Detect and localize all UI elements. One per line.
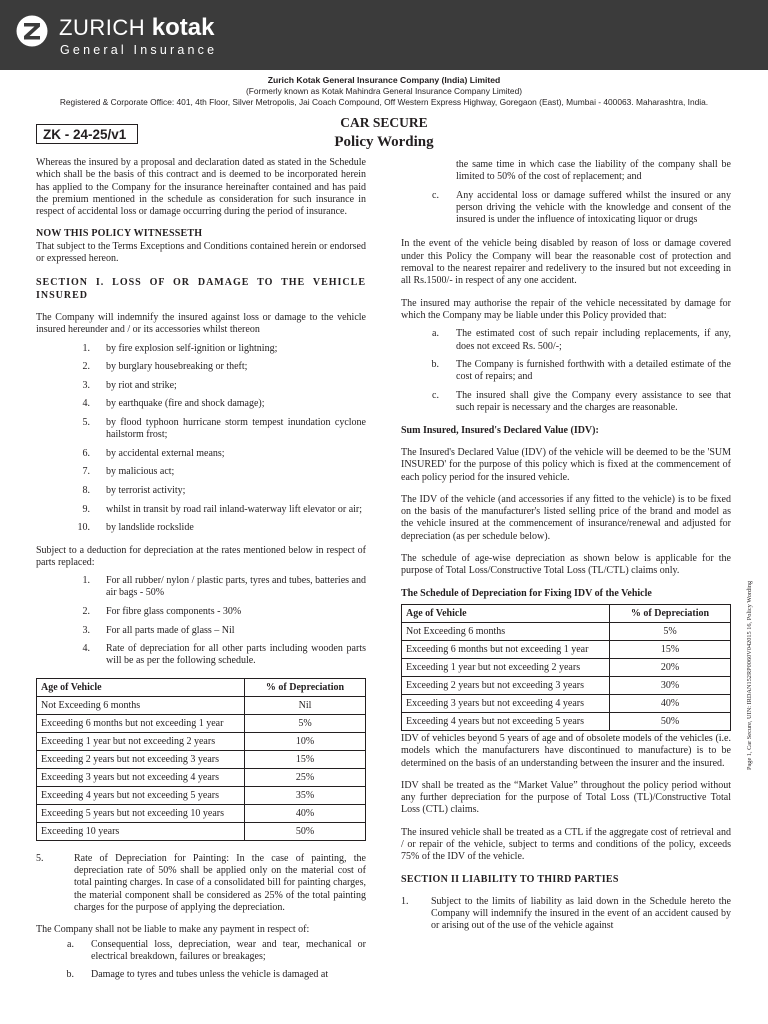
list-item — [401, 359, 731, 384]
table-cell-pct: 15% — [610, 640, 731, 658]
list-number: 5. — [36, 852, 44, 864]
right-column — [401, 159, 731, 933]
list-number: 1. — [82, 342, 90, 354]
table-cell-pct: 5% — [610, 622, 731, 640]
table-header-age: Age of Vehicle — [402, 604, 610, 622]
repair-intro: The insured may authorise the repair of the vehicle necessitated by damage for which the Company may be liable under this Policy provided that: — [401, 297, 731, 321]
table-cell-age: Exceeding 5 years but not exceeding 10 years — [37, 804, 245, 822]
list-number: a. — [432, 328, 439, 340]
table-cell-pct: 5% — [245, 714, 366, 732]
exclusion-b-continued: the same time in which case the liability of the company shall be limited to 50% of the cost of replacement; and — [456, 159, 731, 183]
company-formerly: (Formerly known as Kotak Mahindra General Insurance Company Limited) — [245, 86, 523, 96]
table-cell-age: Exceeding 4 years but not exceeding 5 years — [402, 712, 610, 730]
list-item — [36, 485, 366, 497]
brand-subtitle: General Insurance — [60, 43, 218, 57]
table-cell-age: Not Exceeding 6 months — [37, 696, 245, 714]
table-row — [37, 732, 366, 750]
idv-paragraph-2: The IDV of the vehicle (and accessories if any fitted to the vehicle) is to be fixed on the basis of the manufacturer's listed selling price of the brand and model as the vehicle insured at the commencement of insurance/renewal and adjusted for depreciation (as per schedule below). — [401, 493, 731, 542]
list-item — [36, 939, 366, 964]
list-item — [36, 575, 366, 600]
section1-heading: SECTION I. LOSS OF OR DAMAGE TO THE VEHICLE INSURED — [36, 277, 366, 301]
table-cell-pct: 20% — [610, 658, 731, 676]
repair-conditions-list — [401, 328, 731, 414]
company-address: Registered & Corporate Office: 401, 4th Floor, Silver Metropolis, Jai Coach Compound, Off Western Express Highway, Goregaon (East), Mumbai - 400063. Maharashtra, India. — [59, 97, 709, 107]
table-cell-pct: 25% — [245, 768, 366, 786]
idv-paragraph-4: IDV of vehicles beyond 5 years of age and of obsolete models of the vehicles (i.e. models which the manufacturers have discontinued to manufacture) is to be determined on the basis of an understanding between the insurer and the insured. — [401, 732, 731, 769]
list-text: by fire explosion self-ignition or lightning; — [106, 342, 278, 354]
section2-heading: SECTION II LIABILITY TO THIRD PARTIES — [401, 873, 619, 885]
table-cell-pct: 50% — [245, 822, 366, 840]
list-text: by flood typhoon hurricane storm tempest inundation cyclone hailstorm frost; — [106, 416, 366, 441]
company-name: Zurich Kotak General Insurance Company (India) Limited — [267, 75, 501, 85]
deduction-intro: Subject to a deduction for depreciation at the rates mentioned below in respect of parts replaced: — [36, 544, 366, 568]
table-cell-pct: 30% — [610, 676, 731, 694]
document-subtitle: Policy Wording — [334, 134, 434, 150]
list-item — [401, 328, 731, 353]
table-cell-pct: 40% — [610, 694, 731, 712]
idv-paragraph-3: The schedule of age-wise depreciation as shown below is applicable for the purpose of Total Loss/Constructive Total Loss (TL/CTL) claims only. — [401, 553, 731, 577]
list-text: Any accidental loss or damage suffered whilst the insured or any person driving the vehicle with the knowledge and consent of the insured is under the influence of intoxicating liquor or drugs — [456, 189, 731, 226]
document-title: CAR SECURE — [340, 115, 428, 130]
idv-depreciation-table — [401, 604, 731, 731]
exclusion-c-list — [401, 190, 731, 227]
page-header — [0, 0, 768, 70]
idv-heading: Sum Insured, Insured's Declared Value (IDV): — [401, 424, 599, 436]
table-row — [402, 658, 731, 676]
painting-depreciation-item — [36, 853, 366, 914]
table-cell-age: Not Exceeding 6 months — [402, 622, 610, 640]
list-item — [36, 466, 366, 478]
list-number: 3. — [82, 624, 90, 636]
table-header-row — [402, 604, 731, 622]
table-cell-age: Exceeding 3 years but not exceeding 4 years — [402, 694, 610, 712]
list-number: 4. — [82, 643, 90, 655]
list-item — [36, 606, 366, 618]
table-header-pct: % of Depreciation — [610, 604, 731, 622]
list-number: b. — [431, 359, 439, 371]
table-row — [37, 822, 366, 840]
perils-list — [36, 343, 366, 535]
table-header-pct: % of Depreciation — [245, 678, 366, 696]
deductions-list — [36, 575, 366, 668]
list-text: Rate of depreciation for all other parts including wooden parts will be as per the following schedule. — [106, 643, 366, 667]
list-item — [36, 504, 366, 516]
list-item — [36, 398, 366, 410]
list-number: 8. — [82, 485, 90, 497]
table-header-row — [37, 678, 366, 696]
list-number: 9. — [82, 503, 90, 515]
table-cell-age: Exceeding 1 year but not exceeding 2 years — [402, 658, 610, 676]
table-row — [37, 786, 366, 804]
list-item — [401, 190, 731, 227]
table-cell-pct: Nil — [245, 696, 366, 714]
list-text: The estimated cost of such repair including replacements, if any, does not exceed Rs. 500/-; — [456, 328, 731, 352]
table-cell-age: Exceeding 6 months but not exceeding 1 year — [37, 714, 245, 732]
table-row — [402, 712, 731, 730]
table-cell-age: Exceeding 10 years — [37, 822, 245, 840]
disabled-vehicle-paragraph: In the event of the vehicle being disabled by reason of loss or damage covered under this Policy the Company will bear the reasonable cost of protection and removal to the nearest repairer and redelivery to the insured but not exceeding in all Rs.1500/- in respect of any one accident. — [401, 238, 731, 287]
list-item — [401, 390, 731, 415]
list-text: For fibre glass components - 30% — [106, 605, 242, 617]
brand-zurich: ZURICH — [59, 15, 146, 40]
list-number: 2. — [82, 605, 90, 617]
table-cell-age: Exceeding 2 years but not exceeding 3 years — [402, 676, 610, 694]
list-text: by terrorist activity; — [106, 485, 186, 497]
left-column — [36, 157, 366, 992]
table-row — [37, 768, 366, 786]
table-cell-pct: 10% — [245, 732, 366, 750]
list-item — [36, 643, 366, 668]
list-number: 3. — [82, 379, 90, 391]
list-text: by accidental external means; — [106, 447, 225, 459]
table-row — [37, 696, 366, 714]
list-number: c. — [432, 390, 439, 402]
list-text: by burglary housebreaking or theft; — [106, 361, 248, 373]
list-item — [36, 417, 366, 442]
list-number: a. — [67, 938, 74, 950]
list-number: 10. — [77, 522, 90, 534]
list-item — [36, 448, 366, 460]
table-row — [402, 694, 731, 712]
idv-paragraph-5: IDV shall be treated as the “Market Value” throughout the policy period without any further depreciation for the purpose of Total Loss (TL)/Constructive Total Loss (CTL) claims. — [401, 779, 731, 816]
list-text: For all rubber/ nylon / plastic parts, tyres and tubes, batteries and air bags - 50% — [106, 575, 366, 599]
list-item — [36, 343, 366, 355]
brand-kotak: kotak — [151, 14, 215, 41]
document-code: ZK - 24-25/v1 — [36, 124, 138, 144]
list-number: b. — [66, 969, 74, 981]
table-cell-pct: 40% — [245, 804, 366, 822]
table-cell-pct: 35% — [245, 786, 366, 804]
list-item — [36, 522, 366, 534]
table-cell-pct: 50% — [610, 712, 731, 730]
table-cell-pct: 15% — [245, 750, 366, 768]
list-text: Rate of Depreciation for Painting: In the case of painting, the depreciation rate of 50% shall be applied only on the material cost of total painting charges. In case of a consolidated bill for painting charges, the material component shall be considered as 25% of the total painting charges for the purpose of applying the depreciation. — [74, 852, 366, 913]
table-row — [37, 750, 366, 768]
not-liable-intro: The Company shall not be liable to make any payment in respect of: — [36, 924, 310, 936]
idv-paragraph-1: The Insured's Declared Value (IDV) of the vehicle will be deemed to be the 'SUM INSURED' for the purpose of this policy which is fixed at the commencement of each policy period for the insured vehicle. — [401, 446, 731, 483]
list-text: by landslide rockslide — [106, 522, 194, 534]
list-text: Damage to tyres and tubes unless the vehicle is damaged at — [91, 969, 329, 981]
list-text: by earthquake (fire and shock damage); — [106, 398, 265, 410]
table-row — [402, 676, 731, 694]
list-number: 1. — [82, 575, 90, 587]
idv-paragraph-6: The insured vehicle shall be treated as a CTL if the aggregate cost of retrieval and / or repair of the vehicle, subject to terms and conditions of the policy, exceeds 75% of the IDV of the vehicle. — [401, 826, 731, 863]
list-text: by riot and strike; — [106, 379, 177, 391]
table-row — [402, 622, 731, 640]
schedule-heading: The Schedule of Depreciation for Fixing IDV of the Vehicle — [401, 587, 652, 599]
page-side-note: Page 1, Car Secure, UIN: IRDAN152RP0060V042015 16, Policy Wording — [746, 580, 753, 770]
list-text: For all parts made of glass – Nil — [106, 624, 235, 636]
list-text: Subject to the limits of liability as laid down in the Schedule hereto the Company will indemnify the insured in the event of an accident caused by or arising out of the use of the vehicle against — [431, 895, 731, 932]
list-number: c. — [432, 189, 439, 201]
table-row — [402, 640, 731, 658]
list-text: whilst in transit by road rail inland-waterway lift elevator or air; — [106, 503, 363, 515]
intro-paragraph: Whereas the insured by a proposal and declaration dated as stated in the Schedule which shall be the basis of this contract and is deemed to be incorporated herein has applied to the Company for the insurance hereinafter contained and has paid the premium mentioned in the schedule as consideration for such insurance in respect of accidental loss or damage occurring during the period of insurance. — [36, 157, 366, 218]
table-header-age: Age of Vehicle — [37, 678, 245, 696]
table-row — [37, 804, 366, 822]
brand-name — [59, 14, 214, 42]
witness-heading: NOW THIS POLICY WITNESSETH — [36, 228, 203, 240]
witness-block — [36, 228, 366, 265]
list-text: The Company is furnished forthwith with a detailed estimate of the cost of repairs; and — [456, 359, 731, 383]
zurich-logo-icon — [16, 15, 48, 47]
list-number: 6. — [82, 447, 90, 459]
section2-item-1 — [401, 896, 731, 933]
table-cell-age: Exceeding 1 year but not exceeding 2 years — [37, 732, 245, 750]
list-number: 4. — [82, 398, 90, 410]
list-item — [36, 380, 366, 392]
list-number: 5. — [82, 416, 90, 428]
witness-text: That subject to the Terms Exceptions and Conditions contained herein or endorsed or expressed hereon. — [36, 240, 366, 265]
list-number: 7. — [82, 466, 90, 478]
table-cell-age: Exceeding 2 years but not exceeding 3 years — [37, 750, 245, 768]
exclusions-list — [36, 939, 366, 982]
parts-depreciation-table — [36, 678, 366, 841]
table-row — [37, 714, 366, 732]
list-text: The insured shall give the Company every assistance to see that such repair is necessary and the charges are reasonable. — [456, 390, 731, 414]
list-item — [36, 361, 366, 373]
list-text: Consequential loss, depreciation, wear and tear, mechanical or electrical breakdown, failures or breakages; — [91, 938, 366, 962]
table-cell-age: Exceeding 3 years but not exceeding 4 years — [37, 768, 245, 786]
table-cell-age: Exceeding 6 months but not exceeding 1 year — [402, 640, 610, 658]
list-item — [36, 625, 366, 637]
table-cell-age: Exceeding 4 years but not exceeding 5 years — [37, 786, 245, 804]
section1-intro: The Company will indemnify the insured against loss or damage to the vehicle insured hereunder and / or its accessories whilst thereon — [36, 311, 366, 336]
list-number: 1. — [401, 895, 409, 907]
list-number: 2. — [82, 361, 90, 373]
list-item — [36, 969, 366, 981]
list-text: by malicious act; — [106, 466, 175, 478]
